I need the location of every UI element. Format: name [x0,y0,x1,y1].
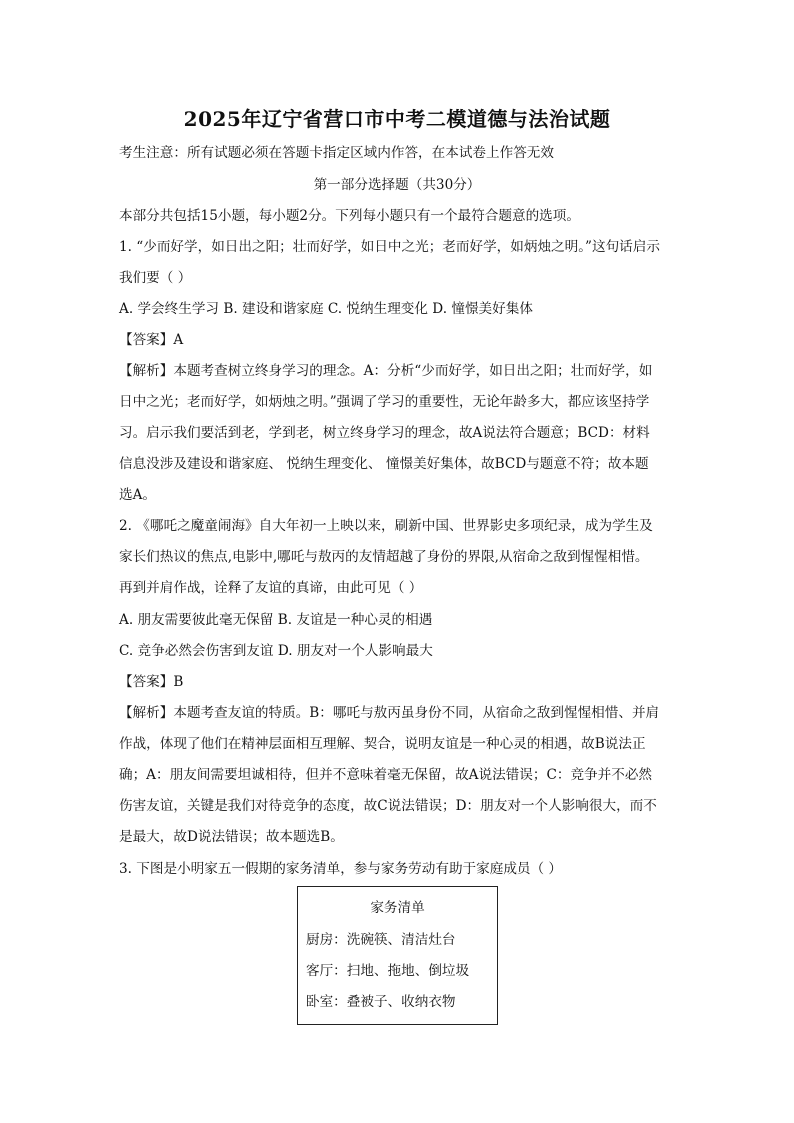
page-title: 2025年辽宁省营口市中考二模道德与法治试题 [183,107,611,131]
section-intro: 本部分共包括15小题，每小题2分。下列每小题只有一个最符合题意的选项。 [119,208,580,224]
question-2-analysis-line-1: 【解析】本题考查友谊的特质。B：哪吒与敖丙虽身份不同，从宿命之敌到惺惺相惜、并肩 [119,705,660,721]
question-3-stem: 3. 下图是小明家五一假期的家务清单，参与家务劳动有助于家庭成员（ ） [119,861,563,877]
question-2-answer: 【答案】B [119,674,184,690]
question-1-analysis-line-3: 习。启示我们要活到老，学到老，树立终身学习的理念，故A说法符合题意；BCD：材料 [119,425,650,441]
question-1-analysis-line-4: 信息没涉及建设和谐家庭、 悦纳生理变化、 憧憬美好集体，故BCD与题意不符；故本题 [119,456,649,472]
question-1-analysis-line-2: 日中之光；老而好学，如炳烛之明。”强调了学习的重要性，无论年龄多大，都应该坚持学 [119,394,650,410]
chore-list-title: 家务清单 [370,900,425,916]
question-2-options-line-2: C. 竞争必然会伤害到友谊 D. 朋友对一个人影响最大 [119,643,433,659]
question-2-stem-line-2: 家长们热议的焦点,电影中,哪吒与敖丙的友情超越了身份的界限,从宿命之敌到惺惺相惜。 [119,549,649,565]
question-2-analysis-line-2: 作战，体现了他们在精神层面相互理解、契合，说明友谊是一种心灵的相遇，故B说法正 [119,736,646,752]
question-2-analysis-line-5: 是最大，故D说法错误；故本题选B。 [119,829,344,845]
section-header: 第一部分选择题（共30分） [313,177,481,193]
question-1-options: A. 学会终生学习 B. 建设和谐家庭 C. 悦纳生理变化 D. 憧憬美好集体 [119,301,533,317]
chore-list-box [297,886,498,1025]
question-2-options-line-1: A. 朋友需要彼此毫无保留 B. 友谊是一种心灵的相遇 [119,612,433,628]
question-1-stem-line-1: 1. “少而好学，如日出之阳；壮而好学，如日中之光；老而好学，如炳烛之明。”这句话启示 [119,239,660,255]
question-1-analysis-line-5: 选A。 [119,487,157,503]
question-2-stem-line-1: 2. 《哪吒之魔童闹海》自大年初一上映以来，刷新中国、世界影史多项纪录，成为学生及 [119,518,653,534]
question-2-stem-line-3: 再到并肩作战，诠释了友谊的真谛，由此可见（ ） [119,580,423,596]
chore-item-living-room: 客厅：扫地、拖地、倒垃圾 [306,963,470,979]
question-2-analysis-line-4: 伤害友谊，关键是我们对待竞争的态度，故C说法错误；D：朋友对一个人影响很大，而不 [119,798,657,814]
question-1-stem-line-2: 我们要（ ） [119,270,192,286]
question-1-analysis-line-1: 【解析】本题考查树立终身学习的理念。A：分析“少而好学，如日出之阳；壮而好学，如 [119,363,653,379]
question-1-answer: 【答案】A [119,332,184,348]
exam-notice: 考生注意：所有试题必须在答题卡指定区域内作答，在本试卷上作答无效 [119,145,554,161]
chore-item-kitchen: 厨房：洗碗筷、清洁灶台 [306,932,456,948]
question-2-analysis-line-3: 确；A：朋友间需要坦诚相待，但并不意味着毫无保留，故A说法错误；C：竞争并不必然 [119,767,653,783]
chore-item-bedroom: 卧室：叠被子、收纳衣物 [306,994,456,1010]
